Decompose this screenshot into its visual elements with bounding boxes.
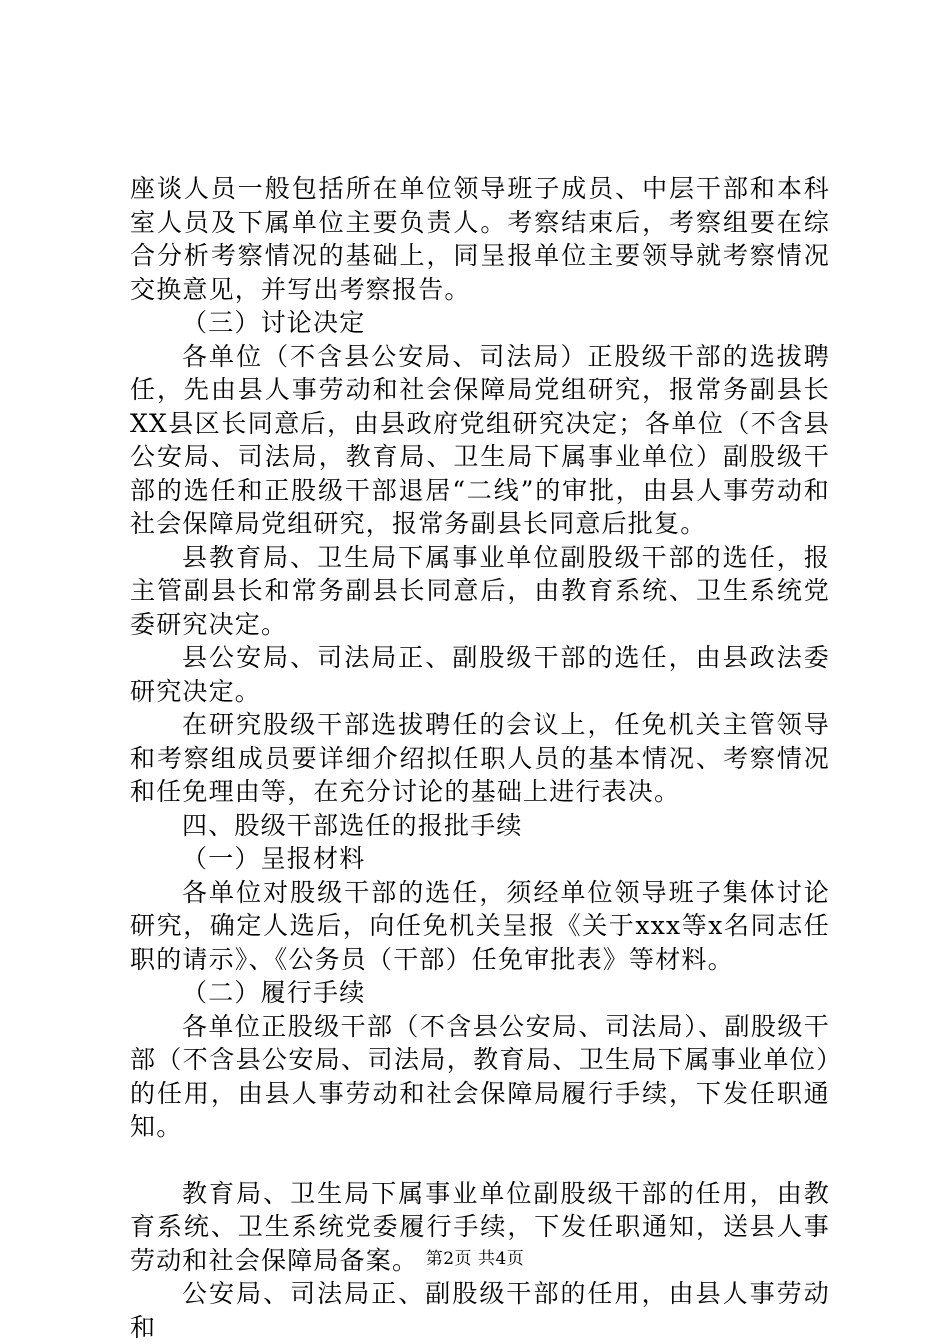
paragraph-meeting-vote: 在研究股级干部选拔聘任的会议上，任免机关主管领导和考察组成员要详细介绍拟任职人员的基本情况、考察情况和任免理由等，在充分讨论的基础上进行表决。 [130,710,830,806]
paragraph-appointment-procedures: 各单位正股级干部（不含县公安局、司法局）、副股级干部（不含县公安局、司法局，教育局、卫生局下属事业单位）的任用，由县人事劳动和社会保障局履行手续，下发任职通知。 [130,1011,830,1141]
paragraph-selection-approval: 各单位（不含县公安局、司法局）正股级干部的选拔聘任，先由县人事劳动和社会保障局党组研究，报常务副县长XX县区长同意后，由县政府党组研究决定；各单位（不含县公安局、司法局，教育局、卫生局下属事业单位）副股级干部的选任和正股级干部退居“二线”的审批，由县人事劳动和社会保障局党组研究，报常务副县长同意后批复。 [130,341,830,538]
section-heading-approval-procedures: 四、股级干部选任的报批手续 [182,810,523,840]
paragraph-education-health-selection: 县教育局、卫生局下属事业单位副股级干部的选任，报主管副县长和常务副县长同意后，由教育系统、卫生系统党委研究决定。 [130,542,830,639]
document-body [130,172,830,1344]
paragraph-education-health-appointment: 教育局、卫生局下属事业单位副股级干部的任用，由教育系统、卫生系统党委履行手续，下发任职通知，送县人事劳动和社会保障局备案。 [130,1178,830,1275]
paragraph-interview-personnel: 座谈人员一般包括所在单位领导班子成员、中层干部和本科室人员及下属单位主要负责人。考察结束后，考察组要在综合分析考察情况的基础上，同呈报单位主要领导就考察情况交换意见，并写出考察报告。 [130,174,830,304]
page-number-footer: 第2页 共4页 [425,1249,525,1269]
paragraph-police-justice-appointment: 公安局、司法局正、副股级干部的任用，由县人事劳动和 [130,1279,830,1342]
section-heading-submission-materials: （一）呈报材料 [182,844,366,873]
paragraph-submission-materials: 各单位对股级干部的选任，须经单位领导班子集体讨论研究，确定人选后，向任免机关呈报《关于xxx等x名同志任职的请示》、《公务员（干部）任免审批表》等材料。 [130,877,830,974]
paragraph-police-justice-selection: 县公安局、司法局正、副股级干部的选任，由县政法委研究决定。 [130,643,830,706]
section-heading-discussion-decision: （三）讨论决定 [182,308,366,337]
section-heading-procedures: （二）履行手续 [182,978,366,1007]
blank-line [130,1144,830,1177]
